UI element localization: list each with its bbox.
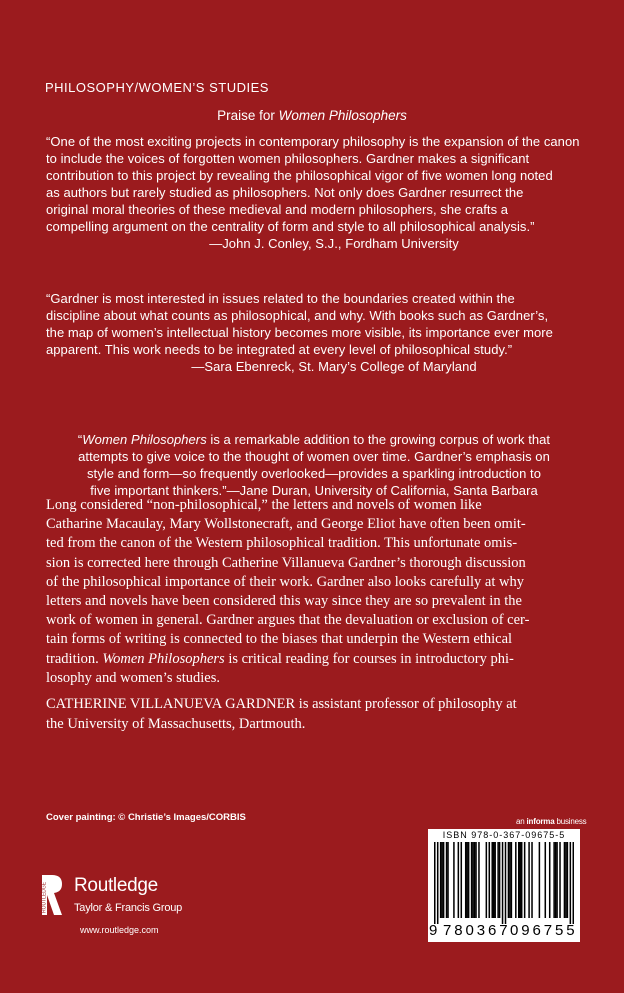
informa-bold: informa [526, 817, 555, 826]
barcode-bar [556, 842, 558, 918]
quote-open-mark: “ [77, 432, 83, 447]
barcode-bar [434, 842, 436, 924]
barcode-bar [502, 842, 504, 924]
barcode-bar [508, 842, 510, 918]
barcode-bar [531, 842, 533, 918]
barcode-bar [567, 842, 569, 918]
barcode-bar [519, 842, 521, 918]
informa-tagline [516, 817, 586, 826]
description-text: tradition. [46, 650, 103, 667]
quote-line: apparent. This work needs to be integrated at every level of philosophical study.” [46, 342, 513, 357]
quote-line-rest: is a remarkable addition to the growing corpus of work that [206, 432, 551, 447]
barcode-bar [440, 842, 442, 918]
barcode-bar [458, 842, 460, 918]
praise-quote-3 [60, 431, 568, 499]
description-line: work of women in general. Gardner argues that the devaluation or exclusion of cer- [46, 612, 530, 629]
barcode-bar [475, 842, 477, 918]
quote-line: the map of women’s intellectual history becomes more visible, its importance ever more [46, 325, 553, 340]
barcode-bar [521, 842, 523, 918]
barcode-bar [461, 842, 463, 918]
barcode-bar [437, 842, 439, 924]
barcode-bar [446, 842, 448, 918]
logo-vertical-text: ROUTLEDGE [41, 881, 48, 913]
description-line: ted from the canon of the Western philosophical tradition. This unfortunate omis- [46, 535, 518, 552]
quote-line: compelling argument on the centrality of form and style to all philosophical analysis.” [46, 219, 535, 234]
book-description [46, 496, 582, 688]
barcode-bar [443, 842, 445, 918]
barcode-bar [511, 842, 513, 918]
barcode-bar [491, 842, 493, 918]
quote-line: attempts to give voice to the thought of women over time. Gardner’s emphasis on [78, 449, 550, 464]
barcode-bar [549, 842, 551, 918]
barcode-bar [471, 842, 473, 918]
description-line: letters and novels have been considered this way since they are so prevalent in the [46, 593, 522, 610]
barcode-bar [509, 842, 511, 918]
quote-line: to include the voices of forgotten women philosophers. Gardner makes a significant [46, 151, 530, 166]
barcode-bar [564, 842, 566, 918]
praise-heading [0, 108, 624, 123]
quote-line: style and form—so frequently overlooked—provides a sparkling introduction to [87, 466, 541, 481]
barcode-bar [499, 842, 501, 918]
quote-line: as authors but rarely studied as philosophers. Not only does Gardner resurrect the [46, 185, 524, 200]
informa-prefix: an [516, 817, 527, 826]
quote-line: five important thinkers.”—Jane Duran, University of California, Santa Barbara [90, 483, 538, 498]
barcode-bar [518, 842, 520, 918]
description-line [46, 650, 582, 669]
isbn-text: ISBN 978-0-367-09675-5 [442, 830, 566, 840]
category-label: PHILOSOPHY/WOMEN’S STUDIES [45, 80, 269, 95]
description-text: is critical reading for courses in introductory phi- [224, 650, 514, 667]
quote-attribution: —John J. Conley, S.J., Fordham University [209, 236, 459, 251]
publisher-website[interactable]: www.routledge.com [80, 925, 159, 935]
quote-line: contribution to this project by revealing the philosophical vigor of five women long noted [46, 168, 553, 183]
barcode-bar [524, 842, 526, 918]
barcode-bar [559, 842, 561, 918]
barcode-bar [555, 842, 557, 918]
quote-attribution: —Sara Ebenreck, St. Mary’s College of Maryland [191, 359, 477, 374]
barcode-bar [478, 842, 480, 918]
barcode-bar [494, 842, 496, 918]
barcode-bar [570, 842, 572, 924]
barcode-bar [539, 842, 541, 918]
description-line: losophy and women’s studies. [46, 669, 220, 686]
quote-line: original moral theories of these medieval and modern philosophers, she crafts a [46, 202, 509, 217]
barcode-bar [465, 842, 467, 918]
description-book-title: Women Philosophers [102, 650, 225, 667]
barcode-bar [553, 842, 555, 918]
barcode-bar [497, 842, 499, 918]
bio-line: the University of Massachusetts, Dartmouth. [46, 715, 306, 732]
barcode-bar [545, 842, 547, 918]
barcode-bars [434, 842, 574, 924]
author-bio [46, 695, 582, 734]
description-line: of the philosophical importance of their work. Gardner also looks carefully at why [46, 573, 524, 590]
quote-line [60, 431, 568, 448]
publisher-group: Taylor & Francis Group [74, 902, 183, 914]
barcode-digit-group-1: 780367 [443, 922, 511, 939]
praise-quote-2 [46, 290, 582, 375]
barcode-digit-group-2: 096755 [510, 922, 578, 939]
barcode-bar [441, 842, 443, 918]
quote-line: “Gardner is most interested in issues related to the boundaries created within the [46, 291, 515, 306]
cover-credit: Cover painting: © Christie’s Images/CORBIS [46, 812, 246, 823]
barcode-bar [565, 842, 567, 918]
barcode-bar [468, 842, 470, 918]
barcode-digit-first: 9 [429, 922, 438, 939]
routledge-logo-icon [40, 873, 64, 917]
barcode-bar [447, 842, 449, 918]
barcode-bar [453, 842, 455, 918]
informa-suffix: business [554, 817, 587, 826]
bio-line: CATHERINE VILLANUEVA GARDNER is assistant professor of philosophy at [46, 696, 517, 712]
description-line: tain forms of writing is connected to the biases that underpin the Western ethical [46, 631, 513, 648]
quote-line: “One of the most exciting projects in contemporary philosophy is the expansion of the canon [46, 134, 580, 149]
barcode-bar [486, 842, 488, 918]
publisher-name: Routledge [74, 875, 158, 896]
barcode-bar [474, 842, 476, 918]
barcode-bar [493, 842, 495, 918]
praise-quote-1 [46, 133, 582, 252]
barcode-bar [515, 842, 517, 918]
description-line: sion is corrected here through Catherine Villanueva Gardner’s thorough discussion [46, 554, 526, 571]
barcode-bar [573, 842, 574, 924]
praise-heading-title: Women Philosophers [278, 108, 407, 123]
barcode-bar [528, 842, 530, 918]
description-line: Catharine Macaulay, Mary Wollstonecraft, and George Eliot have often been omit- [46, 516, 526, 533]
praise-heading-prefix: Praise for [217, 108, 279, 123]
quote-book-title: Women Philosophers [82, 432, 207, 447]
barcode-bar [505, 842, 507, 924]
quote-line: discipline about what counts as philosophical, and why. With books such as Gardner’s, [46, 308, 549, 323]
barcode-bar [472, 842, 474, 918]
isbn-barcode [428, 829, 580, 942]
barcode-bar [466, 842, 468, 918]
description-line: Long considered “non-philosophical,” the letters and novels of women like [46, 497, 482, 513]
barcode-bar [489, 842, 491, 918]
